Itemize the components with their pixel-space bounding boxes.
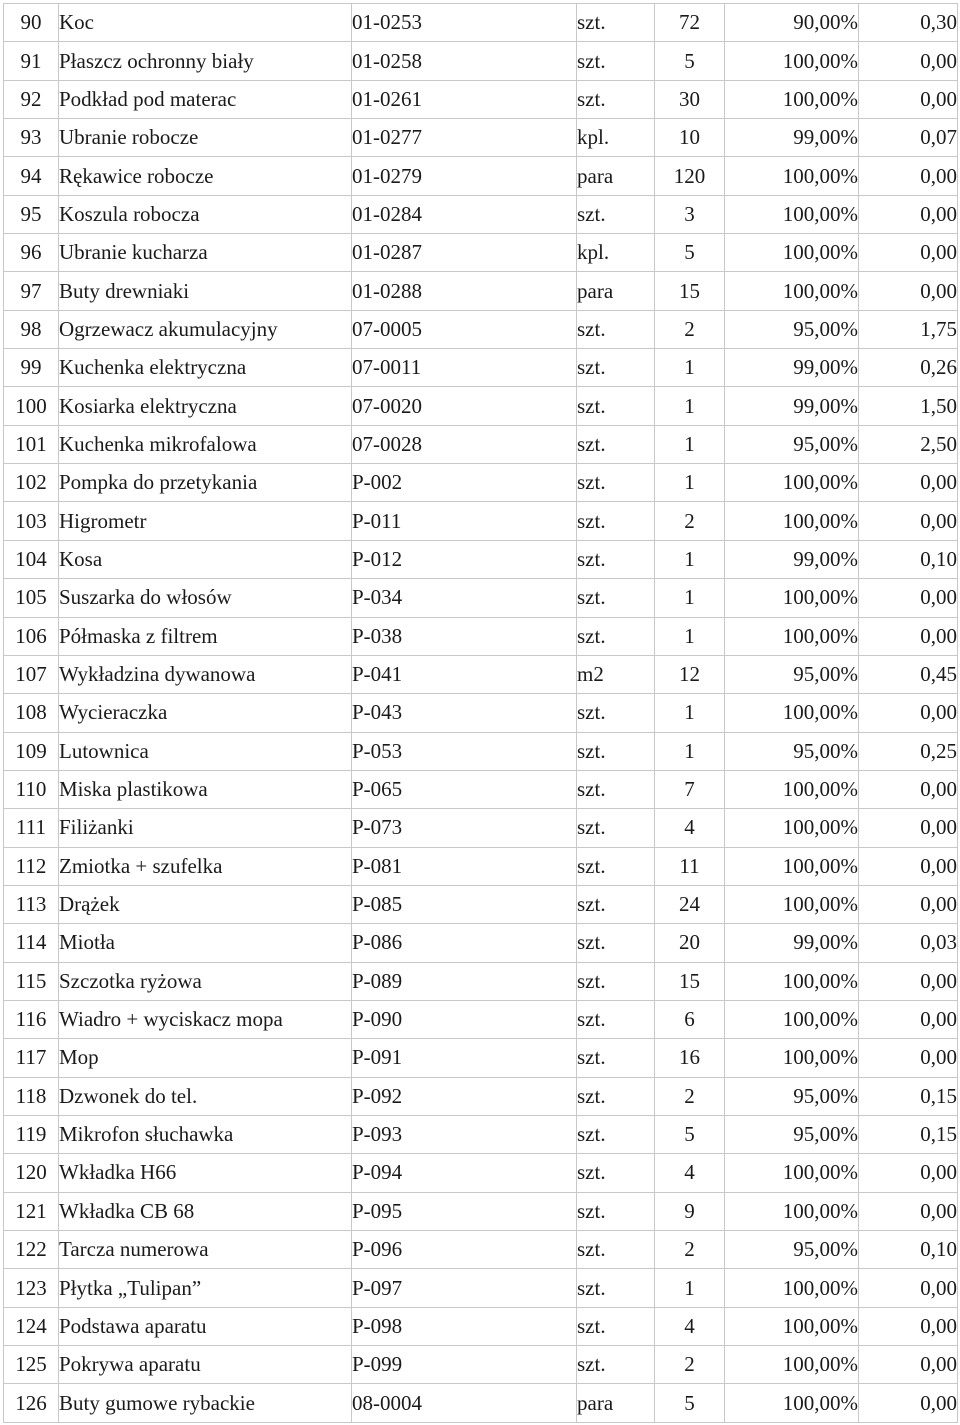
- item-name: Lutownica: [59, 732, 352, 770]
- row-number: 112: [4, 847, 59, 885]
- item-name: Mikrofon słuchawka: [59, 1115, 352, 1153]
- item-unit: szt.: [577, 809, 655, 847]
- item-unit: szt.: [577, 732, 655, 770]
- item-code: 01-0287: [352, 234, 577, 272]
- table-row: [4, 234, 958, 272]
- item-value: 0,00: [859, 1346, 958, 1384]
- item-unit: szt.: [577, 1269, 655, 1307]
- table-row: [4, 540, 958, 578]
- item-unit: szt.: [577, 924, 655, 962]
- item-unit: szt.: [577, 310, 655, 348]
- item-quantity: 4: [655, 809, 725, 847]
- row-number: 116: [4, 1000, 59, 1038]
- item-wear-percent: 95,00%: [725, 1231, 859, 1269]
- item-unit: para: [577, 157, 655, 195]
- item-value: 0,03: [859, 924, 958, 962]
- item-name: Półmaska z filtrem: [59, 617, 352, 655]
- item-wear-percent: 99,00%: [725, 119, 859, 157]
- item-code: P-041: [352, 655, 577, 693]
- table-row: [4, 809, 958, 847]
- item-wear-percent: 99,00%: [725, 387, 859, 425]
- item-name: Wykładzina dywanowa: [59, 655, 352, 693]
- table-row: [4, 617, 958, 655]
- table-row: [4, 694, 958, 732]
- item-value: 0,00: [859, 885, 958, 923]
- item-wear-percent: 100,00%: [725, 617, 859, 655]
- item-name: Miotła: [59, 924, 352, 962]
- item-wear-percent: 99,00%: [725, 924, 859, 962]
- item-unit: szt.: [577, 847, 655, 885]
- item-unit: szt.: [577, 464, 655, 502]
- item-name: Kuchenka elektryczna: [59, 349, 352, 387]
- item-quantity: 15: [655, 272, 725, 310]
- item-wear-percent: 95,00%: [725, 1115, 859, 1153]
- table-row: [4, 962, 958, 1000]
- row-number: 96: [4, 234, 59, 272]
- item-code: P-043: [352, 694, 577, 732]
- item-quantity: 2: [655, 502, 725, 540]
- item-quantity: 6: [655, 1000, 725, 1038]
- item-quantity: 1: [655, 1269, 725, 1307]
- item-quantity: 1: [655, 387, 725, 425]
- item-code: P-002: [352, 464, 577, 502]
- row-number: 95: [4, 195, 59, 233]
- item-unit: szt.: [577, 1307, 655, 1345]
- item-unit: szt.: [577, 962, 655, 1000]
- item-name: Filiżanki: [59, 809, 352, 847]
- row-number: 106: [4, 617, 59, 655]
- item-value: 0,00: [859, 770, 958, 808]
- item-value: 0,00: [859, 847, 958, 885]
- item-code: P-096: [352, 1231, 577, 1269]
- table-row: [4, 1000, 958, 1038]
- item-value: 1,50: [859, 387, 958, 425]
- item-wear-percent: 100,00%: [725, 809, 859, 847]
- item-wear-percent: 99,00%: [725, 349, 859, 387]
- item-unit: szt.: [577, 1077, 655, 1115]
- item-unit: szt.: [577, 502, 655, 540]
- item-value: 0,00: [859, 617, 958, 655]
- item-name: Kuchenka mikrofalowa: [59, 425, 352, 463]
- item-name: Buty gumowe rybackie: [59, 1384, 352, 1422]
- item-wear-percent: 100,00%: [725, 1154, 859, 1192]
- item-name: Płaszcz ochronny biały: [59, 42, 352, 80]
- item-value: 0,30: [859, 4, 958, 42]
- item-quantity: 7: [655, 770, 725, 808]
- item-unit: szt.: [577, 195, 655, 233]
- item-quantity: 11: [655, 847, 725, 885]
- item-wear-percent: 100,00%: [725, 847, 859, 885]
- item-value: 0,00: [859, 579, 958, 617]
- row-number: 115: [4, 962, 59, 1000]
- item-code: P-081: [352, 847, 577, 885]
- item-quantity: 4: [655, 1154, 725, 1192]
- item-wear-percent: 100,00%: [725, 1192, 859, 1230]
- item-wear-percent: 100,00%: [725, 1346, 859, 1384]
- item-code: P-034: [352, 579, 577, 617]
- table-row: [4, 119, 958, 157]
- item-value: 0,00: [859, 195, 958, 233]
- item-wear-percent: 100,00%: [725, 1307, 859, 1345]
- item-wear-percent: 100,00%: [725, 157, 859, 195]
- item-code: P-095: [352, 1192, 577, 1230]
- item-unit: szt.: [577, 540, 655, 578]
- item-code: 01-0261: [352, 80, 577, 118]
- item-code: 07-0028: [352, 425, 577, 463]
- row-number: 117: [4, 1039, 59, 1077]
- item-quantity: 1: [655, 694, 725, 732]
- row-number: 120: [4, 1154, 59, 1192]
- item-quantity: 120: [655, 157, 725, 195]
- table-row: [4, 42, 958, 80]
- item-name: Drążek: [59, 885, 352, 923]
- item-name: Wkładka H66: [59, 1154, 352, 1192]
- item-wear-percent: 100,00%: [725, 42, 859, 80]
- item-value: 0,00: [859, 157, 958, 195]
- table-row: [4, 1231, 958, 1269]
- row-number: 123: [4, 1269, 59, 1307]
- row-number: 113: [4, 885, 59, 923]
- item-quantity: 1: [655, 617, 725, 655]
- row-number: 100: [4, 387, 59, 425]
- row-number: 101: [4, 425, 59, 463]
- item-wear-percent: 95,00%: [725, 425, 859, 463]
- item-name: Ubranie kucharza: [59, 234, 352, 272]
- item-quantity: 4: [655, 1307, 725, 1345]
- table-row: [4, 272, 958, 310]
- item-code: P-011: [352, 502, 577, 540]
- item-unit: szt.: [577, 1000, 655, 1038]
- item-name: Higrometr: [59, 502, 352, 540]
- item-unit: szt.: [577, 4, 655, 42]
- item-quantity: 15: [655, 962, 725, 1000]
- table-row: [4, 847, 958, 885]
- item-quantity: 2: [655, 1346, 725, 1384]
- item-code: P-073: [352, 809, 577, 847]
- item-code: 01-0288: [352, 272, 577, 310]
- item-wear-percent: 100,00%: [725, 195, 859, 233]
- item-quantity: 20: [655, 924, 725, 962]
- item-name: Pompka do przetykania: [59, 464, 352, 502]
- item-wear-percent: 100,00%: [725, 80, 859, 118]
- table-row: [4, 1307, 958, 1345]
- item-code: P-038: [352, 617, 577, 655]
- item-name: Koc: [59, 4, 352, 42]
- item-quantity: 1: [655, 579, 725, 617]
- item-quantity: 5: [655, 42, 725, 80]
- item-quantity: 72: [655, 4, 725, 42]
- item-name: Buty drewniaki: [59, 272, 352, 310]
- item-value: 0,00: [859, 42, 958, 80]
- item-name: Płytka „Tulipan”: [59, 1269, 352, 1307]
- item-wear-percent: 100,00%: [725, 1000, 859, 1038]
- item-name: Wkładka CB 68: [59, 1192, 352, 1230]
- table-row: [4, 1192, 958, 1230]
- item-name: Zmiotka + szufelka: [59, 847, 352, 885]
- item-name: Ogrzewacz akumulacyjny: [59, 310, 352, 348]
- item-value: 0,45: [859, 655, 958, 693]
- item-wear-percent: 95,00%: [725, 732, 859, 770]
- item-unit: szt.: [577, 425, 655, 463]
- table-row: [4, 464, 958, 502]
- table-row: [4, 885, 958, 923]
- item-wear-percent: 95,00%: [725, 1077, 859, 1115]
- item-unit: szt.: [577, 1115, 655, 1153]
- item-wear-percent: 99,00%: [725, 540, 859, 578]
- item-wear-percent: 100,00%: [725, 234, 859, 272]
- table-row: [4, 349, 958, 387]
- row-number: 103: [4, 502, 59, 540]
- item-value: 0,00: [859, 1384, 958, 1422]
- item-value: 0,00: [859, 1307, 958, 1345]
- item-unit: kpl.: [577, 119, 655, 157]
- item-quantity: 1: [655, 425, 725, 463]
- item-wear-percent: 100,00%: [725, 885, 859, 923]
- item-name: Wycieraczka: [59, 694, 352, 732]
- item-name: Dzwonek do tel.: [59, 1077, 352, 1115]
- table-row: [4, 502, 958, 540]
- item-value: 0,00: [859, 272, 958, 310]
- item-quantity: 12: [655, 655, 725, 693]
- row-number: 93: [4, 119, 59, 157]
- item-quantity: 5: [655, 1115, 725, 1153]
- item-unit: szt.: [577, 1039, 655, 1077]
- item-name: Podstawa aparatu: [59, 1307, 352, 1345]
- item-unit: szt.: [577, 1192, 655, 1230]
- item-code: P-099: [352, 1346, 577, 1384]
- row-number: 107: [4, 655, 59, 693]
- item-unit: m2: [577, 655, 655, 693]
- item-quantity: 1: [655, 349, 725, 387]
- row-number: 126: [4, 1384, 59, 1422]
- item-quantity: 16: [655, 1039, 725, 1077]
- row-number: 114: [4, 924, 59, 962]
- item-code: P-065: [352, 770, 577, 808]
- item-code: 01-0253: [352, 4, 577, 42]
- row-number: 119: [4, 1115, 59, 1153]
- row-number: 92: [4, 80, 59, 118]
- row-number: 105: [4, 579, 59, 617]
- item-unit: szt.: [577, 617, 655, 655]
- item-unit: kpl.: [577, 234, 655, 272]
- item-wear-percent: 100,00%: [725, 272, 859, 310]
- item-unit: szt.: [577, 42, 655, 80]
- item-name: Kosa: [59, 540, 352, 578]
- item-wear-percent: 100,00%: [725, 579, 859, 617]
- item-value: 0,10: [859, 1231, 958, 1269]
- table-row: [4, 310, 958, 348]
- item-name: Kosiarka elektryczna: [59, 387, 352, 425]
- item-value: 0,25: [859, 732, 958, 770]
- item-quantity: 9: [655, 1192, 725, 1230]
- item-quantity: 1: [655, 464, 725, 502]
- item-unit: para: [577, 1384, 655, 1422]
- table-row: [4, 1115, 958, 1153]
- item-name: Suszarka do włosów: [59, 579, 352, 617]
- item-quantity: 1: [655, 732, 725, 770]
- item-value: 0,15: [859, 1077, 958, 1115]
- item-wear-percent: 100,00%: [725, 770, 859, 808]
- row-number: 108: [4, 694, 59, 732]
- item-name: Miska plastikowa: [59, 770, 352, 808]
- item-wear-percent: 100,00%: [725, 694, 859, 732]
- table-row: [4, 732, 958, 770]
- item-quantity: 1: [655, 540, 725, 578]
- table-row: [4, 924, 958, 962]
- item-quantity: 2: [655, 1077, 725, 1115]
- item-name: Podkład pod materac: [59, 80, 352, 118]
- item-wear-percent: 100,00%: [725, 1269, 859, 1307]
- table-row: [4, 387, 958, 425]
- item-unit: szt.: [577, 387, 655, 425]
- row-number: 121: [4, 1192, 59, 1230]
- table-row: [4, 579, 958, 617]
- item-quantity: 30: [655, 80, 725, 118]
- item-unit: szt.: [577, 579, 655, 617]
- row-number: 111: [4, 809, 59, 847]
- table-row: [4, 1077, 958, 1115]
- item-code: P-086: [352, 924, 577, 962]
- table-row: [4, 425, 958, 463]
- item-code: 07-0005: [352, 310, 577, 348]
- table-row: [4, 655, 958, 693]
- table-row: [4, 770, 958, 808]
- item-value: 0,00: [859, 234, 958, 272]
- table-row: [4, 80, 958, 118]
- row-number: 97: [4, 272, 59, 310]
- item-value: 0,00: [859, 1039, 958, 1077]
- row-number: 124: [4, 1307, 59, 1345]
- item-quantity: 3: [655, 195, 725, 233]
- table-row: [4, 1384, 958, 1422]
- item-code: P-090: [352, 1000, 577, 1038]
- item-quantity: 5: [655, 1384, 725, 1422]
- row-number: 90: [4, 4, 59, 42]
- item-name: Wiadro + wyciskacz mopa: [59, 1000, 352, 1038]
- item-unit: szt.: [577, 1154, 655, 1192]
- item-value: 0,00: [859, 1269, 958, 1307]
- table-row: [4, 1269, 958, 1307]
- item-wear-percent: 100,00%: [725, 962, 859, 1000]
- table-row: [4, 1154, 958, 1192]
- item-quantity: 2: [655, 1231, 725, 1269]
- item-value: 2,50: [859, 425, 958, 463]
- item-value: 0,00: [859, 80, 958, 118]
- item-quantity: 5: [655, 234, 725, 272]
- item-name: Szczotka ryżowa: [59, 962, 352, 1000]
- item-code: 07-0020: [352, 387, 577, 425]
- item-value: 0,10: [859, 540, 958, 578]
- item-code: P-053: [352, 732, 577, 770]
- item-name: Rękawice robocze: [59, 157, 352, 195]
- item-code: 01-0258: [352, 42, 577, 80]
- item-value: 0,07: [859, 119, 958, 157]
- item-unit: szt.: [577, 80, 655, 118]
- item-name: Koszula robocza: [59, 195, 352, 233]
- item-quantity: 2: [655, 310, 725, 348]
- item-value: 0,00: [859, 962, 958, 1000]
- item-unit: szt.: [577, 885, 655, 923]
- row-number: 125: [4, 1346, 59, 1384]
- row-number: 91: [4, 42, 59, 80]
- item-wear-percent: 100,00%: [725, 1384, 859, 1422]
- row-number: 98: [4, 310, 59, 348]
- item-code: P-092: [352, 1077, 577, 1115]
- item-code: P-097: [352, 1269, 577, 1307]
- item-code: 01-0277: [352, 119, 577, 157]
- row-number: 102: [4, 464, 59, 502]
- item-quantity: 24: [655, 885, 725, 923]
- item-value: 1,75: [859, 310, 958, 348]
- item-code: P-094: [352, 1154, 577, 1192]
- table-row: [4, 157, 958, 195]
- item-unit: szt.: [577, 1231, 655, 1269]
- item-value: 0,00: [859, 1192, 958, 1230]
- table-row: [4, 195, 958, 233]
- item-unit: szt.: [577, 1346, 655, 1384]
- item-value: 0,00: [859, 809, 958, 847]
- item-code: 08-0004: [352, 1384, 577, 1422]
- item-code: P-098: [352, 1307, 577, 1345]
- item-value: 0,15: [859, 1115, 958, 1153]
- item-wear-percent: 100,00%: [725, 502, 859, 540]
- row-number: 109: [4, 732, 59, 770]
- item-code: 07-0011: [352, 349, 577, 387]
- row-number: 122: [4, 1231, 59, 1269]
- item-code: P-012: [352, 540, 577, 578]
- item-code: P-093: [352, 1115, 577, 1153]
- inventory-table: [3, 3, 958, 1423]
- item-name: Mop: [59, 1039, 352, 1077]
- item-name: Pokrywa aparatu: [59, 1346, 352, 1384]
- row-number: 118: [4, 1077, 59, 1115]
- item-value: 0,00: [859, 694, 958, 732]
- item-code: P-085: [352, 885, 577, 923]
- inventory-rows: [4, 4, 958, 1423]
- item-value: 0,00: [859, 1000, 958, 1038]
- item-unit: szt.: [577, 694, 655, 732]
- item-unit: para: [577, 272, 655, 310]
- item-code: P-089: [352, 962, 577, 1000]
- item-code: P-091: [352, 1039, 577, 1077]
- table-row: [4, 1346, 958, 1384]
- item-value: 0,00: [859, 464, 958, 502]
- table-row: [4, 4, 958, 42]
- item-name: Ubranie robocze: [59, 119, 352, 157]
- item-code: 01-0284: [352, 195, 577, 233]
- item-value: 0,00: [859, 502, 958, 540]
- item-value: 0,00: [859, 1154, 958, 1192]
- table-row: [4, 1039, 958, 1077]
- item-wear-percent: 100,00%: [725, 1039, 859, 1077]
- item-value: 0,26: [859, 349, 958, 387]
- item-wear-percent: 90,00%: [725, 4, 859, 42]
- item-unit: szt.: [577, 770, 655, 808]
- item-wear-percent: 100,00%: [725, 464, 859, 502]
- row-number: 94: [4, 157, 59, 195]
- item-code: 01-0279: [352, 157, 577, 195]
- row-number: 99: [4, 349, 59, 387]
- row-number: 110: [4, 770, 59, 808]
- item-unit: szt.: [577, 349, 655, 387]
- row-number: 104: [4, 540, 59, 578]
- item-name: Tarcza numerowa: [59, 1231, 352, 1269]
- item-wear-percent: 95,00%: [725, 310, 859, 348]
- item-quantity: 10: [655, 119, 725, 157]
- item-wear-percent: 95,00%: [725, 655, 859, 693]
